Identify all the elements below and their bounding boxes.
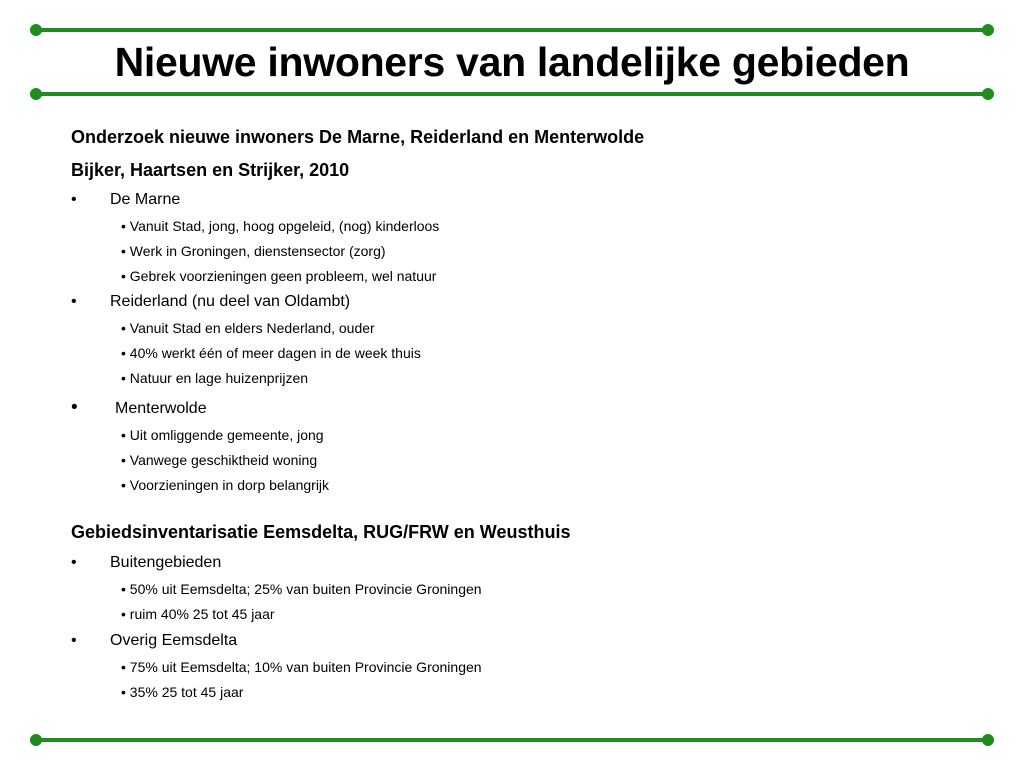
list-item: • Vanuit Stad en elders Nederland, ouder xyxy=(121,320,375,336)
list-item: • 35% 25 tot 45 jaar xyxy=(121,684,244,700)
list-item: • 40% werkt één of meer dagen in de week thuis xyxy=(121,345,421,361)
list-item: • Natuur en lage huizenprijzen xyxy=(121,370,309,386)
slide-title: Nieuwe inwoners van landelijke gebieden xyxy=(114,39,910,85)
group-label-reiderland: Reiderland (nu deel van Oldambt) xyxy=(110,293,351,310)
group-label-buitengebieden: Buitengebieden xyxy=(110,554,222,571)
list-item: • ruim 40% 25 tot 45 jaar xyxy=(121,606,275,622)
list-item: • Uit omliggende gemeente, jong xyxy=(121,427,324,443)
list-item: • Werk in Groningen, dienstensector (zorg) xyxy=(121,243,386,259)
group-label-de-marne: De Marne xyxy=(110,191,181,208)
bullet-overig-eemsdelta: • xyxy=(71,632,77,649)
list-item: • Vanuit Stad, jong, hoog opgeleid, (nog) kinderloos xyxy=(121,218,440,234)
bottom-rule xyxy=(36,738,988,742)
bottom-rule-right-dot xyxy=(982,734,994,746)
section1-subheading: Bijker, Haartsen en Strijker, 2010 xyxy=(71,160,350,180)
group-label-overig-eemsdelta: Overig Eemsdelta xyxy=(110,632,238,649)
list-item: • 50% uit Eemsdelta; 25% van buiten Provincie Groningen xyxy=(121,581,482,597)
list-item: • Vanwege geschiktheid woning xyxy=(121,452,318,468)
section2-heading: Gebiedsinventarisatie Eemsdelta, RUG/FRW en Weusthuis xyxy=(71,522,571,542)
list-item: • Gebrek voorzieningen geen probleem, wel natuur xyxy=(121,268,437,284)
bullet-reiderland: • xyxy=(71,293,77,310)
list-item: • 75% uit Eemsdelta; 10% van buiten Provincie Groningen xyxy=(121,659,482,675)
section1-heading: Onderzoek nieuwe inwoners De Marne, Reiderland en Menterwolde xyxy=(71,127,645,147)
bullet-de-marne: • xyxy=(71,191,77,208)
bullet-buitengebieden: • xyxy=(71,554,77,571)
bottom-rule-left-dot xyxy=(30,734,42,746)
group-label-menterwolde: Menterwolde xyxy=(115,400,207,417)
list-item: • Voorzieningen in dorp belangrijk xyxy=(121,477,330,493)
bullet-menterwolde: • xyxy=(71,397,78,418)
